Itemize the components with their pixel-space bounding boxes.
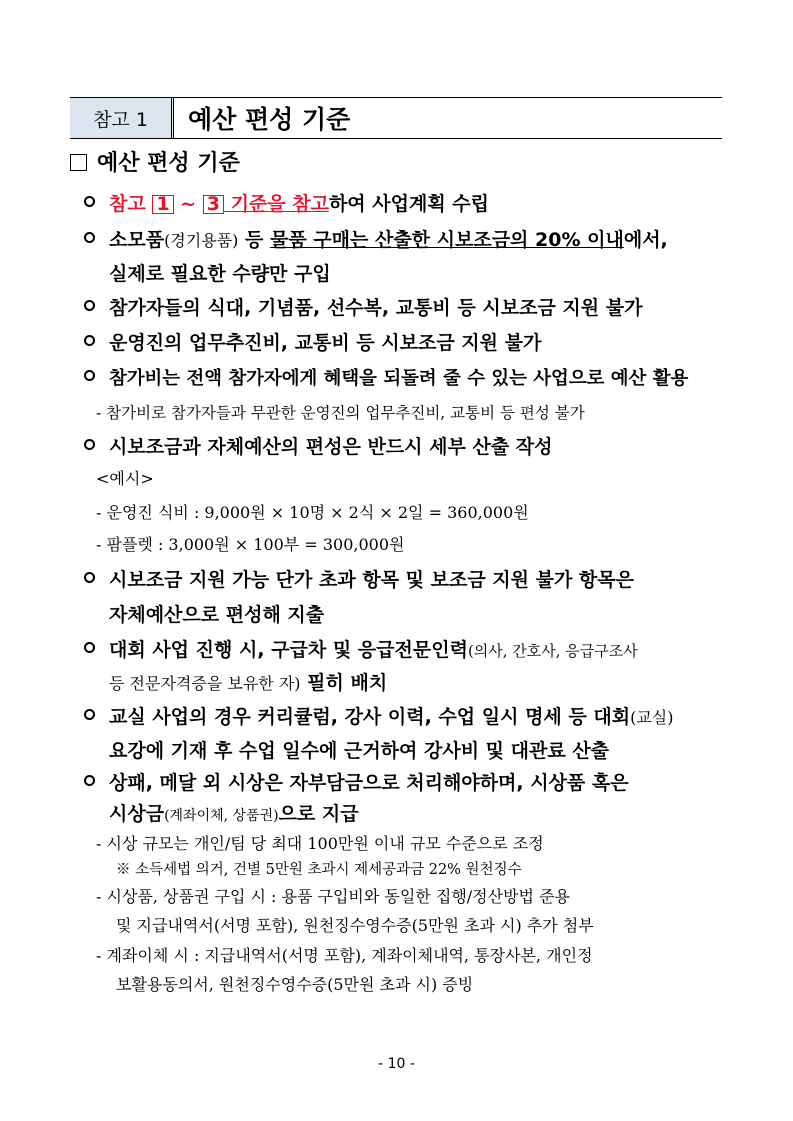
page-number: - 10 - (378, 1056, 415, 1072)
circle-bullet-icon (84, 370, 95, 381)
circle-bullet-icon (84, 300, 95, 311)
sub-item: - 참가비로 참가자들과 무관한 운영진의 업무추진비, 교통비 등 편성 불가 (96, 404, 585, 422)
sub-item: - 시상 규모는 개인/팀 당 최대 100만원 이내 규모 수준으로 조정 (96, 834, 544, 853)
page-title: 예산 편성 기준 (188, 105, 351, 134)
note: ※ 소득세법 의거, 건별 5만원 초과시 제세공과금 22% 원천징수 (116, 862, 522, 878)
circle-bullet-icon (84, 709, 95, 720)
sub-item-continuation: 및 지급내역서(서명 포함), 원천징수영수증(5만원 초과 시) 추가 첨부 (116, 916, 594, 935)
list-item: 운영진의 업무추진비, 교통비 등 시보조금 지원 불가 (84, 328, 541, 355)
circle-bullet-icon (84, 572, 95, 583)
list-item: 참고 1 ~ 3 기준을 참고하여 사업계획 수립 (84, 189, 489, 216)
checkbox-square-icon (70, 154, 87, 171)
reference-label: 참고 1 (70, 98, 174, 138)
circle-bullet-icon (84, 439, 95, 450)
list-item-continuation: 요강에 기재 후 수업 일수에 근거하여 강사비 및 대관료 산출 (109, 740, 610, 762)
list-item-continuation: 실제로 필요한 수량만 구입 (109, 263, 331, 285)
list-item: 시보조금과 자체예산의 편성은 반드시 세부 산출 작성 (84, 432, 552, 459)
reference-header (70, 97, 722, 139)
list-item: 소모품(경기용품) 등 물품 구매는 산출한 시보조금의 20% 이내에서, (84, 225, 668, 252)
circle-bullet-icon (84, 232, 95, 243)
sub-item: - 시상품, 상품권 구입 시 : 용품 구입비와 동일한 집행/정산방법 준용 (96, 887, 570, 906)
ref-number-1: 1 (152, 195, 173, 214)
circle-bullet-icon (84, 775, 95, 786)
list-item: 교실 사업의 경우 커리큘럼, 강사 이력, 수업 일시 명세 등 대회(교실) (84, 702, 674, 729)
list-item-continuation: 등 전문자격증을 보유한 자) 필히 배치 (109, 672, 388, 694)
example-label: <예시> (96, 469, 154, 488)
sub-item-continuation: 보활용동의서, 원천징수영수증(5만원 초과 시) 증빙 (116, 975, 474, 994)
circle-bullet-icon (84, 335, 95, 346)
list-item: 대회 사업 진행 시, 구급차 및 응급전문인력(의사, 간호사, 응급구조사 (84, 635, 638, 662)
list-item-continuation: 자체예산으로 편성해 지출 (109, 604, 325, 626)
ref-number-3: 3 (203, 195, 224, 214)
list-item-continuation: 시상금(계좌이체, 상품권)으로 지급 (109, 803, 359, 825)
example-line: - 팜플렛 : 3,000원 × 100부 = 300,000원 (96, 535, 405, 554)
circle-bullet-icon (84, 196, 95, 207)
sub-item: - 계좌이체 시 : 지급내역서(서명 포함), 계좌이체내역, 통장사본, 개인정 (96, 946, 593, 965)
example-line: - 운영진 식비 : 9,000원 × 10명 × 2식 × 2일 = 360,000원 (96, 503, 529, 522)
list-item: 시보조금 지원 가능 단가 초과 항목 및 보조금 지원 불가 항목은 (84, 565, 634, 592)
section-title-text: 예산 편성 기준 (97, 151, 240, 176)
circle-bullet-icon (84, 642, 95, 653)
section-title (70, 146, 240, 177)
list-item: 참가비는 전액 참가자에게 혜택을 되돌려 줄 수 있는 사업으로 예산 활용 (84, 364, 688, 390)
list-item: 참가자들의 식대, 기념품, 선수복, 교통비 등 시보조금 지원 불가 (84, 293, 642, 320)
list-item: 상패, 메달 외 시상은 자부담금으로 처리해야하며, 시상품 혹은 (84, 768, 629, 795)
